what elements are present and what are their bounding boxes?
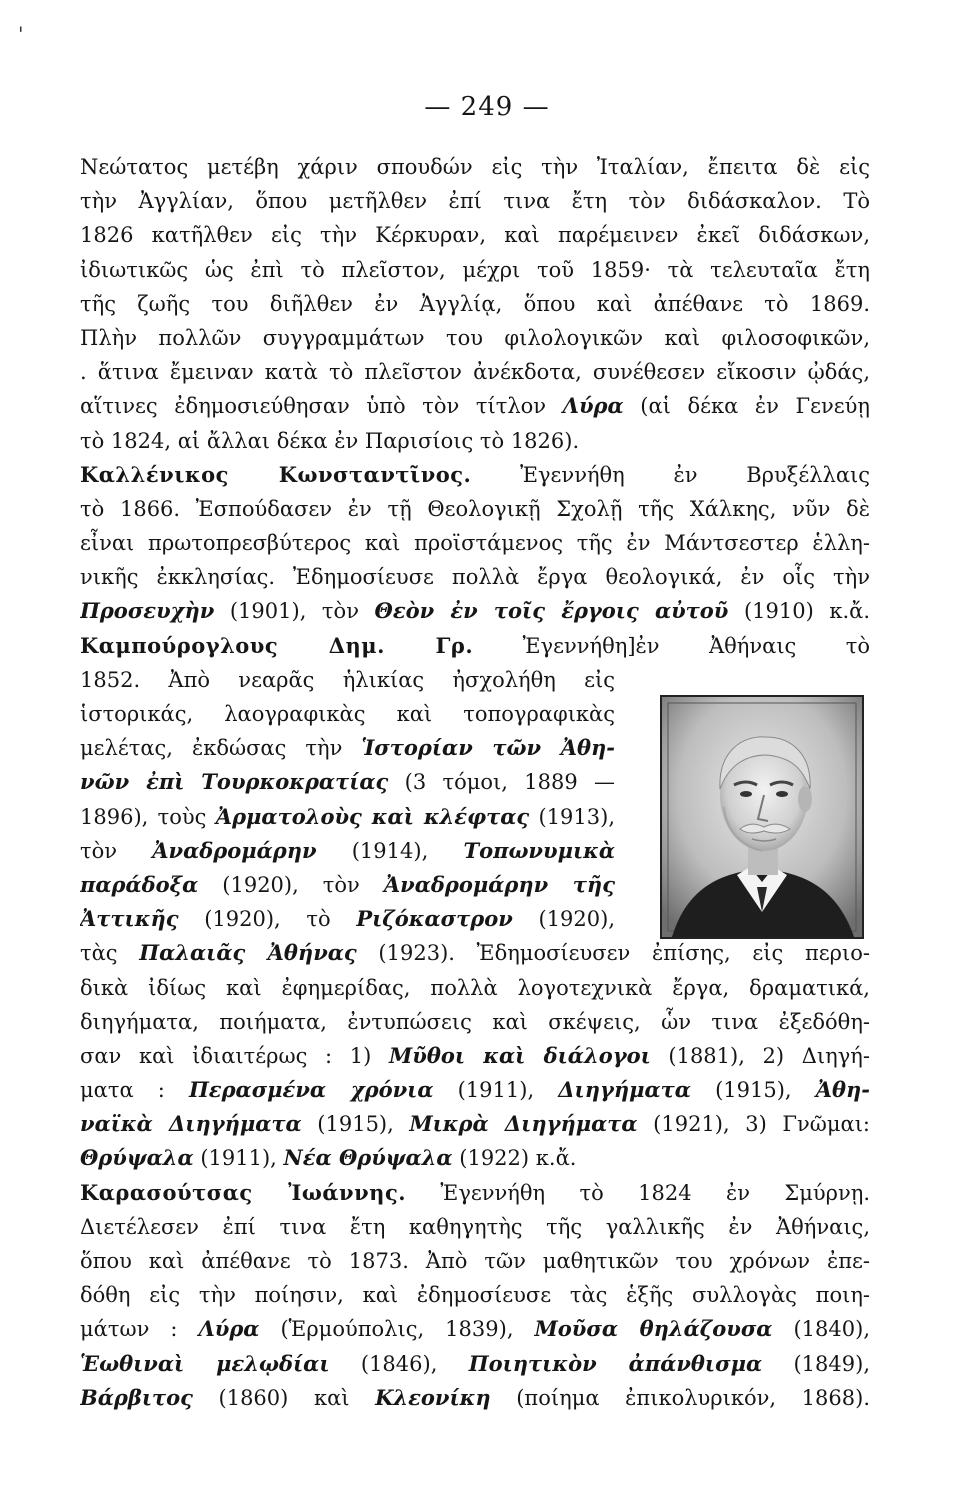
text-segment: (1920), τὸ — [178, 907, 357, 932]
entry-heading: Καλλένικος Κωνσταντῖνος. — [80, 461, 472, 487]
work-title: Μοῦσα θηλάζουσα — [534, 1316, 773, 1342]
text-segment: (αἱ δέκα ἐν Γενεύῃ — [623, 394, 870, 419]
text-segment: 1826 κατῆλθεν εἰς τὴν Κέρκυραν, καὶ παρέμεινεν ἐκεῖ διδάσκων, — [80, 223, 870, 248]
work-title: Προσευχὴν — [80, 598, 215, 624]
text-segment: (1923). Ἐδημοσίευσεν ἐπίσης, εἰς περιο- — [356, 941, 870, 966]
text-line — [80, 355, 870, 389]
text-line — [80, 492, 870, 526]
work-title: Ἀττικῆς — [80, 906, 179, 932]
text-line — [80, 902, 615, 936]
text-line — [80, 1039, 870, 1073]
work-title: Περασμένα χρόνια — [188, 1077, 434, 1103]
text-line — [80, 1278, 870, 1312]
text-segment: (1846), — [329, 1351, 469, 1376]
text-line — [80, 1381, 870, 1415]
text-line — [80, 321, 870, 355]
work-title: Ποιητικὸν ἀπάνθισμα — [468, 1350, 763, 1376]
text-line — [80, 594, 870, 628]
text-line — [80, 697, 615, 731]
text-line — [80, 218, 870, 252]
work-title: Ἱστορίαν τῶν Ἀθη- — [361, 735, 615, 761]
text-line — [80, 834, 615, 868]
text-line — [80, 560, 870, 594]
text-line — [80, 526, 870, 560]
text-line — [80, 458, 870, 492]
text-segment: Ἐγεννήθη ἐν Βρυξέλλαις — [471, 462, 870, 487]
work-title: Τοπωνυμικὰ — [463, 837, 615, 863]
text-segment: δόθη εἰς τὴν ποίησιν, καὶ ἐδημοσίευσε τὰς ἑξῆς συλλογὰς ποιη- — [80, 1283, 870, 1308]
text-line — [80, 150, 870, 184]
text-line — [80, 1107, 870, 1141]
work-title: Ἀθη- — [815, 1077, 870, 1103]
text-segment: τὰς — [80, 941, 140, 966]
text-segment: (1911), — [193, 1146, 284, 1171]
text-line — [80, 1176, 870, 1210]
text-line — [80, 1141, 870, 1175]
text-segment: ματα : — [80, 1078, 189, 1103]
work-title: Ἀναδρομάρην τῆς — [383, 871, 615, 897]
text-segment: (Ἑρμούπολις, 1839), — [259, 1317, 535, 1342]
work-title: ναϊκὰ Διηγήματα — [80, 1111, 302, 1137]
text-segment: τὸν — [80, 838, 153, 863]
text-segment: (1915), — [301, 1112, 410, 1137]
work-title: Θεὸν ἐν τοῖς ἔργοις αὐτοῦ — [374, 598, 729, 624]
text-segment: (1840), — [772, 1317, 870, 1342]
text-segment: τὴν Ἀγγλίαν, ὅπου μετῆλθεν ἐπί τινα ἔτη τὸν διδάσκαλον. Τὸ — [80, 189, 870, 214]
portrait-photo — [660, 695, 864, 939]
text-segment: νικῆς ἐκκλησίας. Ἐδημοσίευσε πολλὰ ἔργα θεολογικά, ἐν οἷς τὴν — [80, 565, 870, 590]
page-number: — 249 — — [424, 92, 550, 122]
text-line — [80, 800, 615, 834]
text-line — [80, 936, 870, 970]
work-title: Διηγήματα — [558, 1077, 691, 1103]
text-segment: (1920), τὸν — [198, 872, 384, 897]
text-segment: τῆς ζωῆς του διῆλθεν ἐν Ἀγγλίᾳ, ὅπου καὶ ἀπέθανε τὸ 1869. — [80, 291, 870, 316]
text-line — [80, 765, 615, 799]
text-line — [80, 1005, 870, 1039]
text-segment: Νεώτατος μετέβη χάριν σπουδών εἰς τὴν Ἰταλίαν, ἔπειτα δὲ εἰς — [80, 155, 870, 179]
text-segment: 1852. Ἀπὸ νεαρᾶς ἡλικίας ἠσχολήθη εἰς — [80, 667, 615, 692]
work-title: νῶν ἐπὶ Τουρκοκρατίας — [80, 769, 389, 795]
text-segment: μελέτας, ἐκδώσας τὴν — [80, 736, 362, 761]
text-segment: (3 τόμοι, 1889 — — [388, 770, 615, 795]
work-title: Λύρα — [562, 393, 624, 419]
work-title: Μῦθοι καὶ διάλογοι — [389, 1042, 651, 1068]
work-title: Κλεονίκη — [375, 1384, 491, 1410]
text-segment: (1922) κ.ἄ. — [452, 1146, 577, 1171]
text-line — [80, 1073, 870, 1107]
text-segment: (1881), 2) Διηγή- — [650, 1043, 870, 1068]
text-segment: Διετέλεσεν ἐπί τινα ἔτη καθηγητὴς τῆς γαλλικῆς ἐν Ἀθήναις, — [80, 1214, 870, 1239]
text-line — [80, 1244, 870, 1278]
margin-mark: ' — [18, 22, 24, 46]
work-title: Θρύψαλα — [80, 1145, 194, 1171]
work-title: Ἀρματολοὺς καὶ κλέφτας — [215, 803, 530, 829]
text-line — [80, 389, 870, 423]
work-title: Ἑωθιναὶ μελῳδίαι — [80, 1350, 330, 1376]
text-segment: (1921), 3) Γνῶμαι: — [637, 1112, 870, 1137]
text-line — [80, 868, 615, 902]
text-segment: (1849), — [762, 1351, 870, 1376]
text-segment: (ποίημα ἐπικολυρικόν, 1868). — [490, 1385, 870, 1410]
work-title: Λύρα — [198, 1316, 260, 1342]
text-segment: τὸ 1824, αἱ ἄλλαι δέκα ἐν Παρισίοις τὸ 1826). — [80, 428, 580, 453]
text-segment: (1910) κ.ἄ. — [728, 599, 870, 624]
text-line — [80, 731, 615, 765]
text-segment: 1896), τοὺς — [80, 804, 216, 829]
text-segment: διηγήματα, ποιήματα, ἐντυπώσεις καὶ σκέψεις, ὧν τινα ἐξεδόθη- — [80, 1009, 870, 1034]
text-segment: ἱστορικάς, λαογραφικὰς καὶ τοπογραφικὰς — [80, 702, 615, 726]
text-line — [80, 663, 615, 697]
text-line — [80, 184, 870, 218]
text-line — [80, 629, 870, 663]
text-line — [80, 1312, 870, 1346]
entry-heading: Καμπούρογλους Δημ. Γρ. — [80, 632, 474, 658]
text-segment: Ἐγεννήθη]ἐν Ἀθήναις τὸ — [473, 633, 870, 658]
text-segment: (1860) καὶ — [192, 1385, 376, 1410]
text-segment: (1901), τὸν — [214, 599, 375, 624]
text-segment: δικὰ ἰδίως καὶ ἐφημερίδας, πολλὰ λογοτεχνικὰ ἔργα, δραματικά, — [80, 975, 870, 1000]
work-title: Ἀναδρομάρην — [152, 837, 317, 863]
text-segment: μάτων : — [80, 1317, 199, 1342]
text-segment: εἶναι πρωτοπρεσβύτερος καὶ προϊστάμενος τῆς ἐν Μάντσεστερ ἑλλη- — [80, 531, 870, 556]
text-segment: . ἅτινα ἔμειναν κατὰ τὸ πλεῖστον ἀνέκδοτα, συνέθεσεν εἴκοσιν ᾠδάς, — [80, 360, 870, 385]
entry-heading: Καρασούτσας Ἰωάννης. — [80, 1179, 407, 1205]
work-title: παράδοξα — [80, 871, 199, 897]
text-segment: Ἐγεννήθη τὸ 1824 ἐν Σμύρνῃ. — [406, 1180, 870, 1205]
work-title: Ριζόκαστρον — [356, 906, 513, 932]
text-segment: (1913), — [529, 804, 615, 829]
text-segment: τὸ 1866. Ἐσπούδασεν ἐν τῇ Θεολογικῇ Σχολῇ τῆς Χάλκης, νῦν δὲ — [80, 496, 870, 521]
text-line — [80, 1210, 870, 1244]
text-segment: σαν καὶ ἰδιαιτέρως : 1) — [80, 1043, 389, 1068]
work-title: Μικρὰ Διηγήματα — [409, 1111, 638, 1137]
text-segment: ἰδιωτικῶς ὡς ἐπὶ τὸ πλεῖστον, μέχρι τοῦ 1859· τὰ τελευταῖα ἔτη — [80, 257, 870, 282]
portrait-image — [662, 697, 862, 937]
work-title: Νέα Θρύψαλα — [283, 1145, 453, 1171]
text-segment: (1920), — [512, 907, 615, 932]
text-line — [80, 287, 870, 321]
text-segment: Πλὴν πολλῶν συγγραμμάτων του φιλολογικῶν καὶ φιλοσοφικῶν, — [80, 325, 870, 350]
text-segment: (1915), — [690, 1078, 816, 1103]
text-line — [80, 253, 870, 287]
text-segment: ὅπου καὶ ἀπέθανε τὸ 1873. Ἀπὸ τῶν μαθητικῶν του χρόνων ἐπε- — [80, 1249, 870, 1273]
text-segment: (1914), — [316, 838, 464, 863]
work-title: Βάρβιτος — [80, 1384, 193, 1410]
text-segment: (1911), — [433, 1078, 559, 1103]
text-segment: αἵτινες ἐδημοσιεύθησαν ὑπὸ τὸν τίτλον — [80, 394, 563, 419]
text-line — [80, 424, 870, 458]
text-line — [80, 971, 870, 1005]
work-title: Παλαιᾶς Ἀθήνας — [139, 940, 357, 966]
text-line — [80, 1347, 870, 1381]
